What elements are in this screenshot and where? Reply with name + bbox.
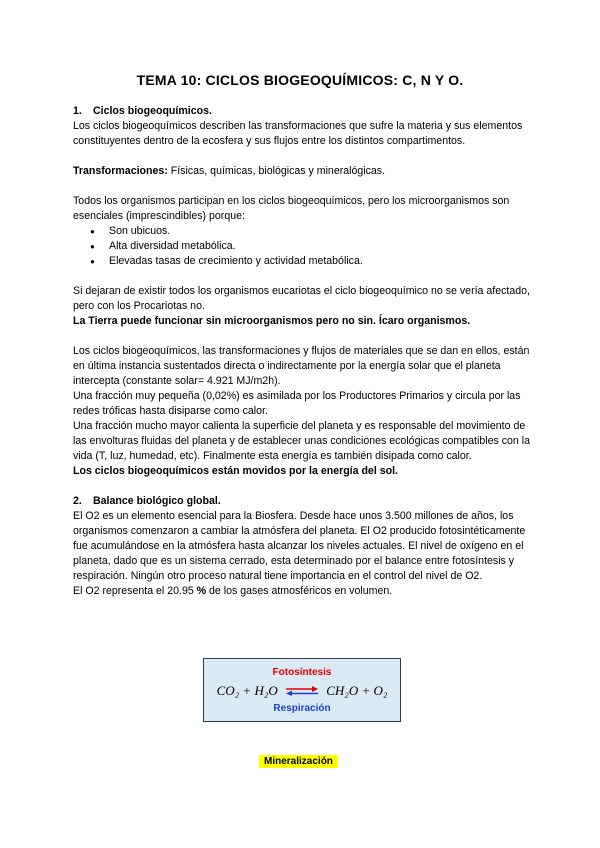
list-item: ● Son ubicuos. <box>73 224 531 239</box>
small-fraction-paragraph: Una fracción muy pequeña (0,02%) es asimilada por los Productores Primarios y circula por las redes tróficas hasta disiparse como calor. <box>73 390 521 417</box>
section-1-intro: Los ciclos biogeoquímicos describen las transformaciones que sufre la materia y sus elementos constituyentes dentro de la ecosfera y sus flujos entre los distintos compartimentos. <box>73 120 523 147</box>
o2-percent-paragraph <box>73 584 531 599</box>
percent-sign: % <box>196 585 207 597</box>
photosynthesis-respiration-diagram <box>203 658 401 722</box>
section-1-title: Ciclos biogeoquímicos. <box>93 105 212 117</box>
page-title: TEMA 10: CICLOS BIOGEOQUÍMICOS: C, N Y O. <box>136 72 464 88</box>
transformations-paragraph <box>73 164 531 179</box>
earth-statement: La Tierra puede funcionar sin microorganismos pero no sin. Ícaro organismos. <box>73 315 471 327</box>
eukaryotes-paragraph: Si dejaran de existir todos los organismos eucariotas el ciclo biogeoquímico no se vería afectado, pero con los Procariotas no. <box>73 285 530 312</box>
mineralization-highlight: Mineralización <box>259 755 338 768</box>
equilibrium-arrows-icon <box>285 684 319 700</box>
section-2-heading <box>73 494 531 509</box>
equation-products: CH₂O + O₂ <box>326 683 388 698</box>
equation-reactants: CO₂ + H₂O <box>216 683 278 698</box>
large-fraction-paragraph: Una fracción mucho mayor calienta la superficie del planeta y es responsable del movimiento de las envolturas fluidas del planeta y de establecer unas condiciones ecológicas compatibles con la vida (T, luz, humedad, etc). Finalmente esta energía es también disipada como calor. <box>73 420 530 462</box>
reasons-list <box>73 224 531 269</box>
section-2-number: 2. <box>73 495 82 507</box>
o2-paragraph: El O2 es un elemento esencial para la Biosfera. Desde hace unos 3.500 millones de años, los organismos comenzaron a cambiar la atmósfera del planeta. El O2 producido fotosintéticamente fue acumulándose en la atmósfera hasta alcanzar los niveles actuales. El nivel de oxígeno en el planeta, dado que es un sistema cerrado, esta determinado por el balance entre fotosíntesis y respiración. Ningún otro proceso natural tiene importancia en el control del nivel de O2. <box>73 510 526 582</box>
sun-statement: Los ciclos biogeoquímicos están movidos por la energía del sol. <box>73 465 398 477</box>
section-1-number: 1. <box>73 105 82 117</box>
respiration-label: Respiración <box>273 703 331 714</box>
section-2-title: Balance biológico global. <box>93 495 221 507</box>
chemical-equation <box>204 683 400 700</box>
list-item: ● Alta diversidad metabólica. <box>73 239 531 254</box>
document-body <box>73 104 531 599</box>
transformations-text: Físicas, químicas, biológicas y mineralógicas. <box>167 165 386 177</box>
flows-paragraph: Los ciclos biogeoquímicos, las transformaciones y flujos de materiales que se dan en ellos, están en última instancia sustentados directa o indirectamente por la energía solar que el planeta intercepta (constante solar= 4.921 MJ/m2h). <box>73 345 530 387</box>
section-1-heading <box>73 104 531 119</box>
o2-percent-tail: de los gases atmosféricos en volumen. <box>206 585 393 597</box>
list-item: ● Elevadas tasas de crecimiento y actividad metabólica. <box>73 254 531 269</box>
photosynthesis-label: Fotosíntesis <box>272 667 332 678</box>
transformations-label: Transformaciones: <box>73 165 168 177</box>
o2-percent-text: El O2 representa el 20.95 <box>73 585 197 597</box>
organisms-paragraph: Todos los organismos participan en los ciclos biogeoquímicos, pero los microorganismos son esenciales (imprescindibles) porque: <box>73 195 510 222</box>
